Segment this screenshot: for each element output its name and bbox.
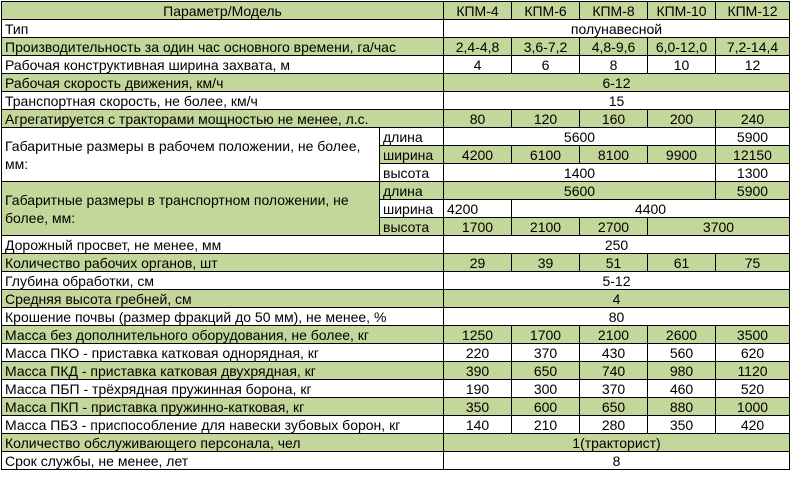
row-value: 6 (512, 56, 580, 74)
row-value: 620 (716, 344, 790, 362)
sub-label: ширина (380, 146, 444, 164)
row-label: Количество рабочих органов, шт (2, 254, 444, 272)
sub-label: длина (380, 182, 444, 200)
row-value: 1(тракторист) (444, 434, 790, 452)
row-value: 560 (648, 344, 716, 362)
row-value: 9900 (648, 146, 716, 164)
row-value: 1250 (444, 326, 512, 344)
row-value: 1700 (444, 218, 512, 236)
row-value: 650 (512, 362, 580, 380)
row-value: 220 (444, 344, 512, 362)
row-value: 190 (444, 380, 512, 398)
row-value: 2600 (648, 326, 716, 344)
row-value: 2100 (512, 218, 580, 236)
row-value: 12150 (716, 146, 790, 164)
row-label: Габаритные размеры в рабочем положении, не более, мм: (2, 128, 380, 182)
row-value: 39 (512, 254, 580, 272)
row-value: 740 (580, 362, 648, 380)
row-label: Количество обслуживающего персонала, чел (2, 434, 444, 452)
table-row (2, 380, 790, 398)
row-value: 980 (648, 362, 716, 380)
row-label: Габаритные размеры в транспортном положении, не более, мм: (2, 182, 380, 236)
row-value: 7,2-14,4 (716, 38, 790, 56)
row-value: 460 (648, 380, 716, 398)
row-value: 51 (580, 254, 648, 272)
table-row (2, 56, 790, 74)
row-value: 880 (648, 398, 716, 416)
row-label: Масса ПБП - трёхрядная пружинная борона, кг (2, 380, 444, 398)
table-row (2, 254, 790, 272)
table-row (2, 362, 790, 380)
table-row (2, 74, 790, 92)
row-value: 3500 (716, 326, 790, 344)
row-label: Средняя высота гребней, см (2, 290, 444, 308)
row-value: полунавесной (444, 20, 790, 38)
row-value: 2,4-4,8 (444, 38, 512, 56)
row-value: 520 (716, 380, 790, 398)
row-label: Масса ПКП - приставка пружинно-катковая, кг (2, 398, 444, 416)
row-label: Рабочая конструктивная ширина захвата, м (2, 56, 444, 74)
row-label: Масса без дополнительного оборудования, не более, кг (2, 326, 444, 344)
row-value: 80 (444, 308, 790, 326)
row-value: 240 (716, 110, 790, 128)
row-value: 200 (648, 110, 716, 128)
row-value: 10 (648, 56, 716, 74)
row-value: 140 (444, 416, 512, 434)
row-value: 5600 (444, 182, 716, 200)
row-value: 1120 (716, 362, 790, 380)
row-value: 250 (444, 236, 790, 254)
table-row (2, 290, 790, 308)
row-value: 29 (444, 254, 512, 272)
table-row (2, 452, 790, 470)
header-model: КПМ-4 (444, 2, 512, 20)
table-row (2, 398, 790, 416)
row-value: 3700 (648, 218, 790, 236)
row-label: Дорожный просвет, не менее, мм (2, 236, 444, 254)
row-value: 80 (444, 110, 512, 128)
row-label: Рабочая скорость движения, км/ч (2, 74, 444, 92)
row-value: 4400 (512, 200, 790, 218)
table-row (2, 92, 790, 110)
row-value: 6-12 (444, 74, 790, 92)
row-value: 2100 (580, 326, 648, 344)
row-value: 1000 (716, 398, 790, 416)
row-label: Транспортная скорость, не более, км/ч (2, 92, 444, 110)
row-value: 160 (580, 110, 648, 128)
table-row (2, 20, 790, 38)
row-value: 61 (648, 254, 716, 272)
row-value: 1400 (444, 164, 716, 182)
sub-label: высота (380, 164, 444, 182)
row-label: Срок службы, не менее, лет (2, 452, 444, 470)
row-label: Масса ПБЗ - приспособление для навески зубовых борон, кг (2, 416, 444, 434)
row-value: 6,0-12,0 (648, 38, 716, 56)
row-value: 6100 (512, 146, 580, 164)
row-value: 210 (512, 416, 580, 434)
row-value: 75 (716, 254, 790, 272)
header-param: Параметр/Модель (2, 2, 444, 20)
table-row (2, 182, 790, 200)
row-value: 390 (444, 362, 512, 380)
sub-label: длина (380, 128, 444, 146)
row-value: 4200 (444, 146, 512, 164)
header-model: КПМ-12 (716, 2, 790, 20)
row-value: 300 (512, 380, 580, 398)
row-value: 4 (444, 290, 790, 308)
row-value: 650 (580, 398, 648, 416)
row-value: 600 (512, 398, 580, 416)
row-value: 3,6-7,2 (512, 38, 580, 56)
table-row (2, 308, 790, 326)
row-label: Агрегатируется с тракторами мощностью не менее, л.с. (2, 110, 444, 128)
row-value: 120 (512, 110, 580, 128)
row-value: 15 (444, 92, 790, 110)
row-value: 2700 (580, 218, 648, 236)
row-value: 370 (580, 380, 648, 398)
header-model: КПМ-10 (648, 2, 716, 20)
row-value: 1700 (512, 326, 580, 344)
row-value: 5900 (716, 128, 790, 146)
row-value: 350 (444, 398, 512, 416)
row-value: 4 (444, 56, 512, 74)
row-value: 5600 (444, 128, 716, 146)
row-label: Производительность за один час основного времени, га/час (2, 38, 444, 56)
spec-table (1, 1, 790, 470)
row-value: 8 (444, 452, 790, 470)
header-row (2, 2, 790, 20)
row-value: 420 (716, 416, 790, 434)
row-value: 8 (580, 56, 648, 74)
table-row (2, 236, 790, 254)
sub-label: высота (380, 218, 444, 236)
row-value: 8100 (580, 146, 648, 164)
row-label: Масса ПКО - приставка катковая однорядная, кг (2, 344, 444, 362)
row-value: 430 (580, 344, 648, 362)
row-label: Тип (2, 20, 444, 38)
table-row (2, 272, 790, 290)
table-row (2, 344, 790, 362)
row-label: Глубина обработки, см (2, 272, 444, 290)
row-value: 280 (580, 416, 648, 434)
sub-label: ширина (380, 200, 444, 218)
table-row (2, 128, 790, 146)
row-value: 4,8-9,6 (580, 38, 648, 56)
table-row (2, 416, 790, 434)
header-model: КПМ-6 (512, 2, 580, 20)
row-value: 350 (648, 416, 716, 434)
table-row (2, 326, 790, 344)
row-value: 4200 (444, 200, 512, 218)
row-value: 1300 (716, 164, 790, 182)
row-value: 12 (716, 56, 790, 74)
header-model: КПМ-8 (580, 2, 648, 20)
row-value: 5900 (716, 182, 790, 200)
table-row (2, 434, 790, 452)
row-label: Масса ПКД - приставка катковая двухрядная, кг (2, 362, 444, 380)
table-row (2, 38, 790, 56)
row-value: 370 (512, 344, 580, 362)
row-value: 5-12 (444, 272, 790, 290)
row-label: Крошение почвы (размер фракций до 50 мм), не менее, % (2, 308, 444, 326)
table-row (2, 110, 790, 128)
